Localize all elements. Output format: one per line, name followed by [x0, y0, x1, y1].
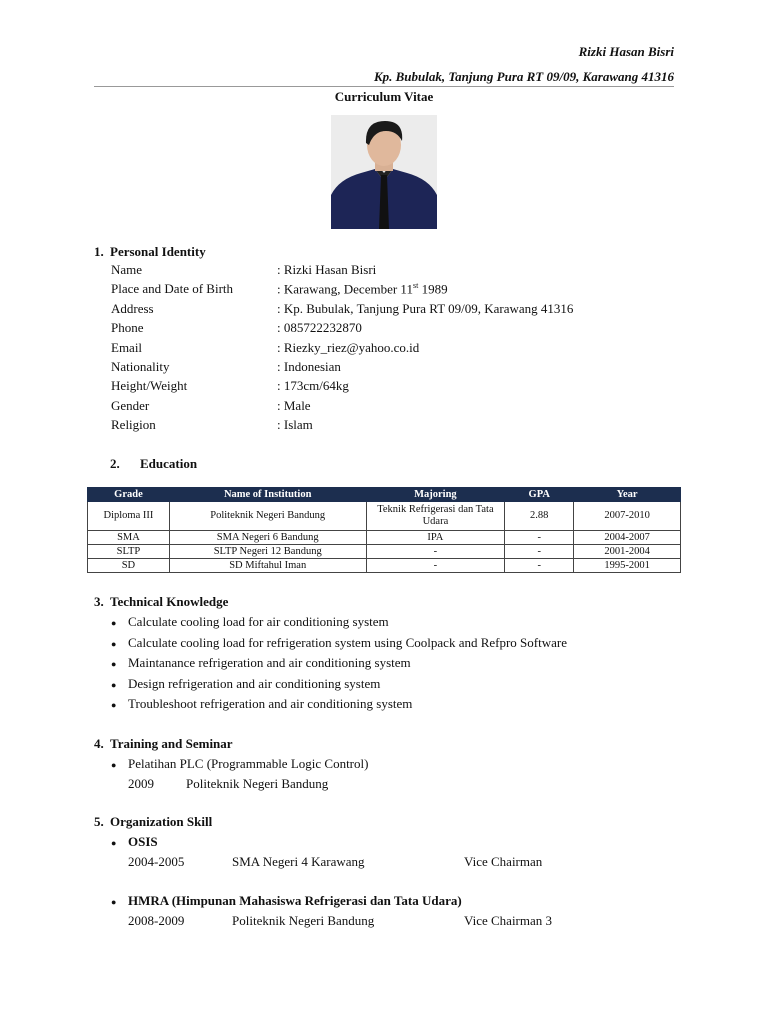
list-item: ● Pelatihan PLC (Programmable Logic Control) — [111, 756, 368, 777]
table-cell: 2001-2004 — [574, 545, 681, 559]
page-title: Curriculum Vitae — [334, 89, 434, 104]
identity-row-phone — [111, 320, 573, 339]
identity-value: : Rizki Hasan Bisri — [277, 262, 377, 277]
education-table — [87, 487, 681, 573]
section-number: 4. — [94, 736, 104, 751]
section-title: Personal Identity — [110, 244, 206, 259]
training-list — [111, 756, 368, 777]
header-address: Kp. Bubulak, Tanjung Pura RT 09/09, Karawang 41316 — [373, 69, 674, 84]
identity-value: : Karawang, December 11st 1989 — [277, 281, 448, 297]
list-item: ● Maintanance refrigeration and air conditioning system — [111, 655, 567, 676]
organization-list-hmra — [111, 893, 462, 914]
technical-knowledge-list — [111, 614, 567, 717]
list-item: ● Calculate cooling load for refrigeration system using Coolpack and Refpro Software — [111, 635, 567, 656]
section-title: Education — [140, 456, 198, 471]
identity-label: Height/Weight — [111, 378, 188, 394]
list-item: ● HMRA (Himpunan Mahasiswa Refrigerasi dan Tata Udara) — [111, 893, 462, 914]
training-detail — [128, 776, 328, 792]
section-organization — [94, 814, 212, 830]
list-item: ● Design refrigeration and air conditioning system — [111, 676, 567, 697]
identity-row-address — [111, 301, 573, 320]
column-header: Name of Institution — [169, 488, 366, 502]
identity-label: Place and Date of Birth — [111, 281, 234, 297]
table-cell: SD — [88, 559, 170, 573]
training-year: 2009 — [128, 776, 154, 791]
table-cell: - — [505, 545, 574, 559]
identity-row-religion — [111, 417, 573, 436]
section-number: 2. — [110, 456, 120, 471]
table-row — [88, 502, 681, 531]
identity-value: : Riezky_riez@yahoo.co.id — [277, 339, 420, 355]
section-number: 1. — [94, 244, 104, 259]
table-cell: SMA — [88, 531, 170, 545]
identity-row-birth — [111, 281, 573, 300]
table-cell: Diploma III — [88, 502, 170, 531]
section-title: Training and Seminar — [110, 736, 233, 751]
table-row — [88, 559, 681, 573]
list-item: ● Calculate cooling load for air conditioning system — [111, 614, 567, 635]
table-cell: 2.88 — [505, 502, 574, 531]
organization-list-osis — [111, 834, 158, 855]
table-cell: Teknik Refrigerasi dan Tata Udara — [366, 502, 505, 531]
identity-value: : Male — [277, 397, 311, 413]
identity-value: : 173cm/64kg — [277, 378, 349, 394]
identity-row-nationality — [111, 359, 573, 378]
org-institution: SMA Negeri 4 Karawang — [232, 854, 365, 869]
column-header: Grade — [88, 488, 170, 502]
table-cell: - — [366, 545, 505, 559]
identity-row-height-weight — [111, 378, 573, 397]
training-place: Politeknik Negeri Bandung — [186, 776, 329, 791]
identity-label: Email — [111, 339, 143, 355]
table-cell: IPA — [366, 531, 505, 545]
identity-row-email — [111, 340, 573, 359]
identity-label: Address — [111, 300, 154, 316]
table-cell: SLTP Negeri 12 Bandung — [169, 545, 366, 559]
org-years: 2008-2009 — [128, 913, 185, 928]
section-education — [94, 456, 197, 472]
identity-value: : Islam — [277, 417, 313, 433]
section-training — [94, 736, 233, 752]
table-cell: SMA Negeri 6 Bandung — [169, 531, 366, 545]
section-title: Technical Knowledge — [110, 594, 229, 609]
identity-value: : Kp. Bubulak, Tanjung Pura RT 09/09, Karawang 41316 — [277, 300, 574, 316]
identity-label: Gender — [111, 397, 150, 413]
identity-label: Name — [111, 262, 143, 277]
section-number: 3. — [94, 594, 104, 609]
identity-label: Phone — [111, 320, 144, 336]
identity-value: : 085722232870 — [277, 320, 362, 336]
column-header: Year — [574, 488, 681, 502]
identity-row-name — [111, 262, 573, 281]
table-header-row — [88, 488, 681, 502]
table-cell: - — [366, 559, 505, 573]
table-cell: 1995-2001 — [574, 559, 681, 573]
table-row — [88, 545, 681, 559]
identity-value: : Indonesian — [277, 358, 341, 374]
org-institution: Politeknik Negeri Bandung — [232, 913, 375, 928]
identity-label: Nationality — [111, 358, 170, 374]
table-row — [88, 531, 681, 545]
header-name: Rizki Hasan Bisri — [578, 44, 674, 59]
organization-detail — [128, 854, 542, 870]
org-role: Vice Chairman — [464, 854, 543, 869]
table-cell: SLTP — [88, 545, 170, 559]
table-cell: - — [505, 531, 574, 545]
list-item: ● OSIS — [111, 834, 158, 855]
table-cell: 2007-2010 — [574, 502, 681, 531]
section-technical-knowledge — [94, 594, 228, 610]
table-cell: Politeknik Negeri Bandung — [169, 502, 366, 531]
column-header: GPA — [505, 488, 574, 502]
list-item: ● Troubleshoot refrigeration and air conditioning system — [111, 696, 567, 717]
org-years: 2004-2005 — [128, 854, 185, 869]
section-number: 5. — [94, 814, 104, 829]
identity-row-gender — [111, 398, 573, 417]
table-cell: SD Miftahul Iman — [169, 559, 366, 573]
header-divider — [94, 86, 674, 87]
table-cell: - — [505, 559, 574, 573]
table-cell: 2004-2007 — [574, 531, 681, 545]
org-role: Vice Chairman 3 — [464, 913, 553, 928]
section-title: Organization Skill — [110, 814, 213, 829]
organization-detail — [128, 913, 552, 929]
identity-label: Religion — [111, 417, 156, 433]
section-personal-identity — [94, 244, 206, 260]
personal-identity-list — [111, 262, 573, 437]
column-header: Majoring — [366, 488, 505, 502]
profile-photo — [331, 115, 437, 229]
